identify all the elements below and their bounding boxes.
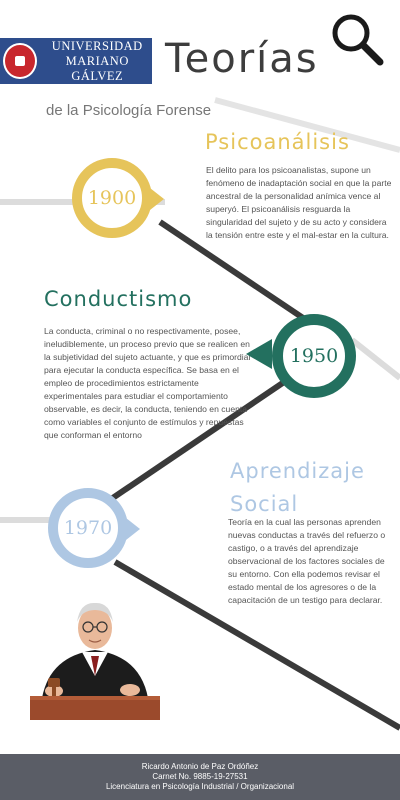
- year-1900-pointer: [150, 188, 170, 210]
- footer-carnet: Carnet No. 9885-19-27531: [152, 772, 248, 781]
- year-1950-pointer: [246, 339, 272, 369]
- page-title: Teorías: [165, 36, 319, 82]
- footer-degree: Licenciatura en Psicología Industrial / Organizacional: [105, 782, 295, 791]
- year-1900-marker: 1900: [72, 158, 152, 238]
- heading-aprendizaje-social: [230, 455, 365, 521]
- judge-illustration-icon: [30, 598, 160, 722]
- year-1970-marker: 1970: [48, 488, 128, 568]
- text-aprendizaje-social: Teoría en la cual las personas aprenden nuevas conductas a través del refuerzo o castigo, o a través del aprendizaje observacional de los factores sociales de su entorno. Con ella podemos revisar el estado mental de los agresores o de la capacitación de un testigo para declarar.: [228, 517, 386, 605]
- logo-line-2: MARIANO GÁLVEZ: [65, 53, 129, 83]
- logo-line-1: UNIVERSIDAD: [51, 38, 143, 53]
- footer: [0, 754, 400, 800]
- heading-aprendizaje-line-2: Social: [230, 492, 299, 516]
- text-conductismo: La conducta, criminal o no respectivamente, posee, ineludiblemente, un proceso previo que se realicen en la subjetividad del sujeto actuante, y que es primordial para ejecutar la conducta específica. Se basa en el empleo de procedimientos estrictamente experimentales para estudiar el comportamiento observable, es decir, la conducta, teniendo en cuenta como variables el conjunto de estímulos y repuestas que conforman el entorno: [44, 326, 251, 440]
- heading-conductismo: Conductismo: [44, 287, 193, 311]
- year-1970-pointer: [126, 518, 146, 540]
- logo-text: [43, 39, 152, 84]
- university-logo: [0, 38, 152, 84]
- search-icon: [328, 10, 386, 68]
- footer-name: Ricardo Antonio de Paz Ordóñez: [141, 762, 259, 771]
- year-1950-marker: 1950: [272, 314, 356, 398]
- heading-aprendizaje-line-1: Aprendizaje: [230, 459, 365, 483]
- heading-psicoanalisis: Psicoanálisis: [205, 130, 350, 154]
- university-seal-icon: [3, 43, 37, 79]
- timeline-line-light-3: [352, 340, 400, 378]
- page-subtitle: de la Psicología Forense: [46, 102, 212, 119]
- text-psicoanalisis: El delito para los psicoanalistas, supone un fenómeno de inadaptación social en que la parte ancestral de la personalidad anímica vence al superyó. El psicoanálisis resguarda la singularidad del sujeto y de su acto y considera la tensión entre este y el mal-estar en la cultura.: [206, 165, 392, 240]
